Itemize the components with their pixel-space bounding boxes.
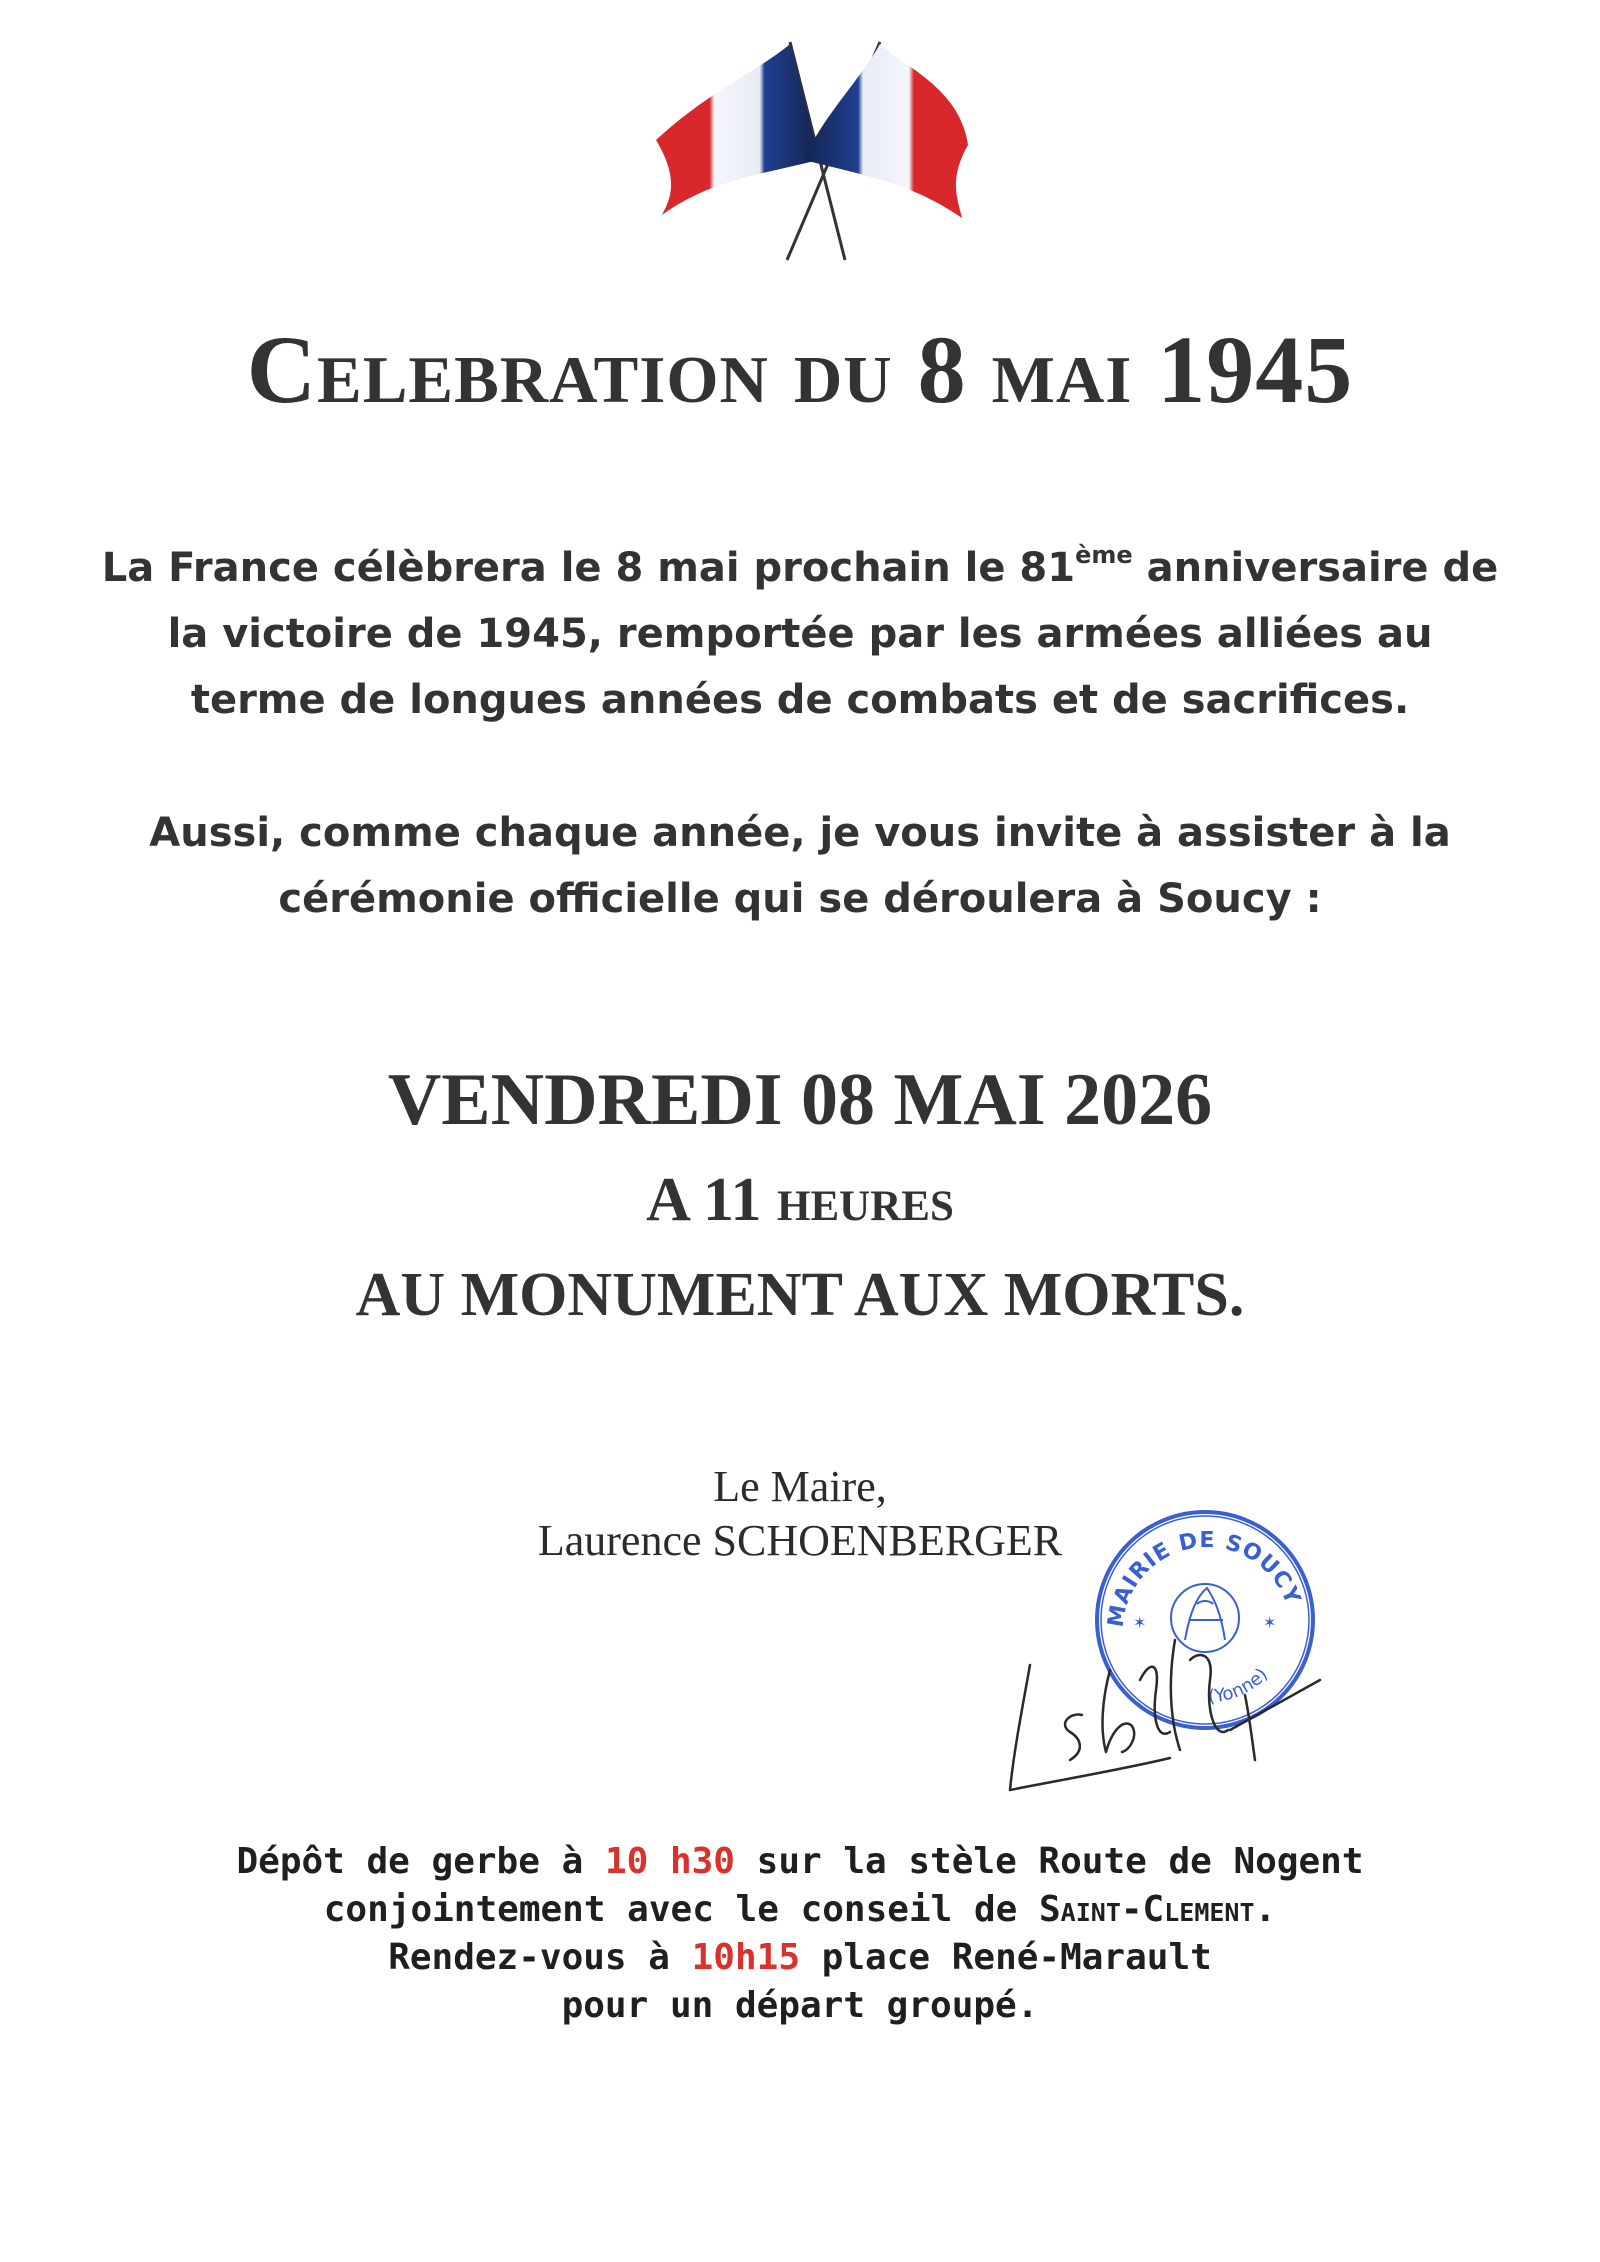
signatory-role: Le Maire, [713, 1462, 887, 1511]
wreath-time: 10 h30 [604, 1841, 735, 1882]
signatory-name: Laurence SCHOENBERGER [537, 1516, 1063, 1565]
svg-text:(Yonne): (Yonne) [1207, 1664, 1273, 1708]
meeting-time: 10h15 [691, 1937, 800, 1978]
event-date: VENDREDI 08 MAI 2026 [387, 1059, 1213, 1141]
event-time: A 11 heures [646, 1166, 954, 1234]
notice-line-1: Dépôt de gerbe à 10 h30 sur la stèle Route de Nogent [236, 1841, 1364, 1882]
mayor-signature [1000, 1620, 1330, 1800]
intro-line-1: La France célèbrera le 8 mai prochain le 81ème anniversaire de [101, 541, 1499, 591]
partner-town: Saint-Clement [1039, 1889, 1255, 1930]
notice-line-2: conjointement avec le conseil de Saint-Clement. [323, 1889, 1277, 1930]
invitation-paragraph [100, 800, 1500, 932]
notice-line-4: pour un départ groupé. [561, 1985, 1039, 2026]
svg-text:MAIRIE DE SOUCY: MAIRIE DE SOUCY [1103, 1527, 1306, 1629]
crossed-french-flags-icon [640, 30, 980, 270]
intro-line-3: terme de longues années de combats et de sacrifices. [190, 677, 1410, 723]
notice-line-3: Rendez-vous à 10h15 place René-Marault [388, 1937, 1212, 1978]
page-title: Celebration du 8 mai 1945 [246, 316, 1354, 423]
invitation-line-1: Aussi, comme chaque année, je vous invite à assister à la [149, 810, 1451, 856]
invitation-line-2: cérémonie officielle qui se déroulera à Soucy : [278, 876, 1322, 922]
event-place: AU MONUMENT AUX MORTS. [355, 1261, 1245, 1329]
svg-text:✶: ✶ [1133, 1613, 1147, 1632]
intro-line-2: la victoire de 1945, remportée par les armées alliées au [167, 611, 1433, 657]
svg-text:✶: ✶ [1263, 1613, 1277, 1632]
intro-paragraph [100, 535, 1500, 733]
